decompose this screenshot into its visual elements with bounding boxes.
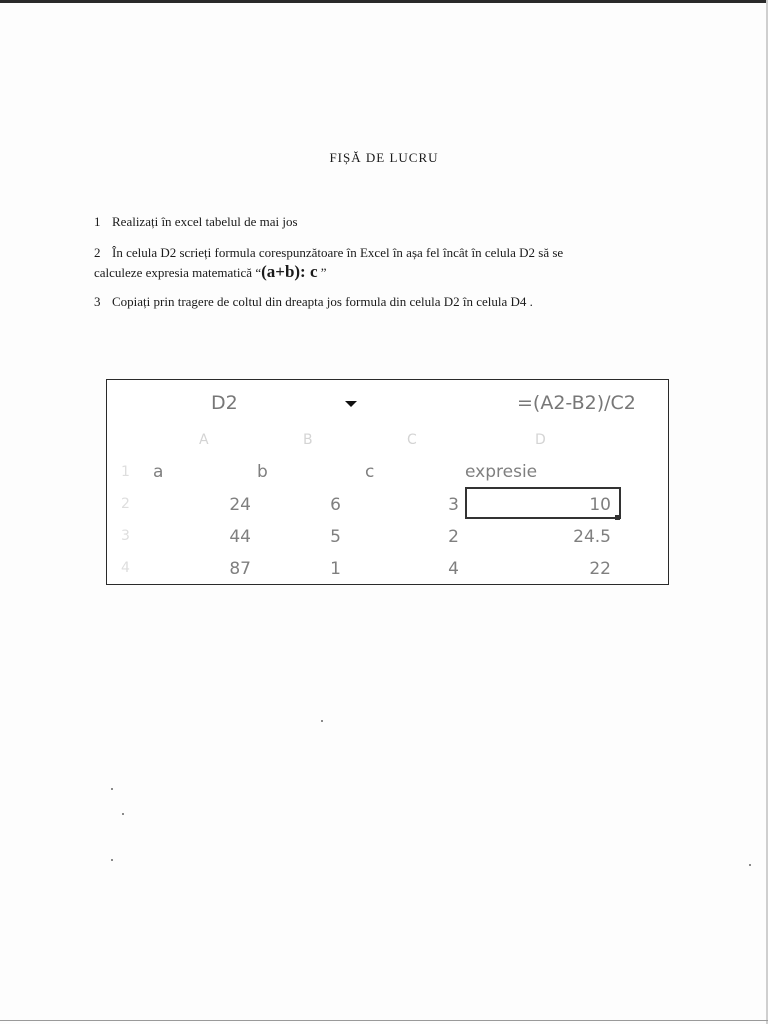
scan-speck — [122, 813, 124, 815]
scan-speck — [749, 864, 751, 866]
instruction-text: Realizați în excel tabelul de mai jos — [112, 214, 298, 229]
cell-d1: expresie — [465, 462, 538, 482]
cell-d2: 10 — [589, 495, 611, 515]
cell-d3: 24.5 — [573, 527, 611, 547]
row-header-4: 4 — [121, 560, 130, 576]
row-header-2: 2 — [121, 496, 130, 512]
column-header-d: D — [535, 432, 546, 448]
instruction-number: 1 — [94, 214, 101, 229]
scan-edge-top — [0, 0, 768, 3]
instruction-3 — [94, 292, 694, 311]
fill-handle — [615, 515, 620, 520]
dropdown-arrow-icon — [345, 401, 357, 407]
row-header-1: 1 — [121, 464, 130, 480]
name-box: D2 — [211, 392, 238, 414]
cell-a1: a — [153, 462, 164, 482]
cell-b4: 1 — [330, 559, 341, 579]
cell-c4: 4 — [448, 559, 459, 579]
excel-screenshot — [106, 379, 669, 585]
active-cell-outline — [465, 487, 621, 519]
scan-speck — [321, 720, 323, 722]
instruction-1 — [94, 212, 694, 231]
column-header-c: C — [407, 432, 417, 448]
cell-c1: c — [365, 462, 375, 482]
column-header-b: B — [303, 432, 313, 448]
instruction-number: 2 — [94, 245, 101, 260]
cell-a4: 87 — [229, 559, 251, 579]
cell-b3: 5 — [330, 527, 341, 547]
cell-c3: 2 — [448, 527, 459, 547]
cell-b1: b — [257, 462, 268, 482]
cell-a3: 44 — [229, 527, 251, 547]
instruction-number: 3 — [94, 294, 101, 309]
cell-b2: 6 — [330, 495, 341, 515]
formula-bar: =(A2-B2)/C2 — [517, 392, 636, 414]
column-header-a: A — [199, 432, 209, 448]
closing-quote: ” — [320, 265, 327, 280]
cell-c2: 3 — [448, 495, 459, 515]
math-expression: (a+b): c — [261, 262, 318, 281]
cell-a2: 24 — [229, 495, 251, 515]
row-header-3: 3 — [121, 528, 130, 544]
instruction-text-line1: În celula D2 scrieți formula corespunzătoare în Excel în așa fel încât în celula D2 să se — [112, 245, 564, 260]
scan-speck — [111, 788, 113, 790]
scan-edge-bottom — [0, 1020, 768, 1021]
instruction-text: Copiați prin tragere de coltul din dreapta jos formula din celula D2 în celula D4 . — [112, 294, 533, 309]
instruction-2 — [94, 243, 694, 282]
scan-speck — [111, 859, 113, 861]
page-title: FIȘĂ DE LUCRU — [329, 150, 439, 165]
instruction-text-line2: calculeze expresia matematică “ — [94, 265, 262, 280]
cell-d4: 22 — [589, 559, 611, 579]
